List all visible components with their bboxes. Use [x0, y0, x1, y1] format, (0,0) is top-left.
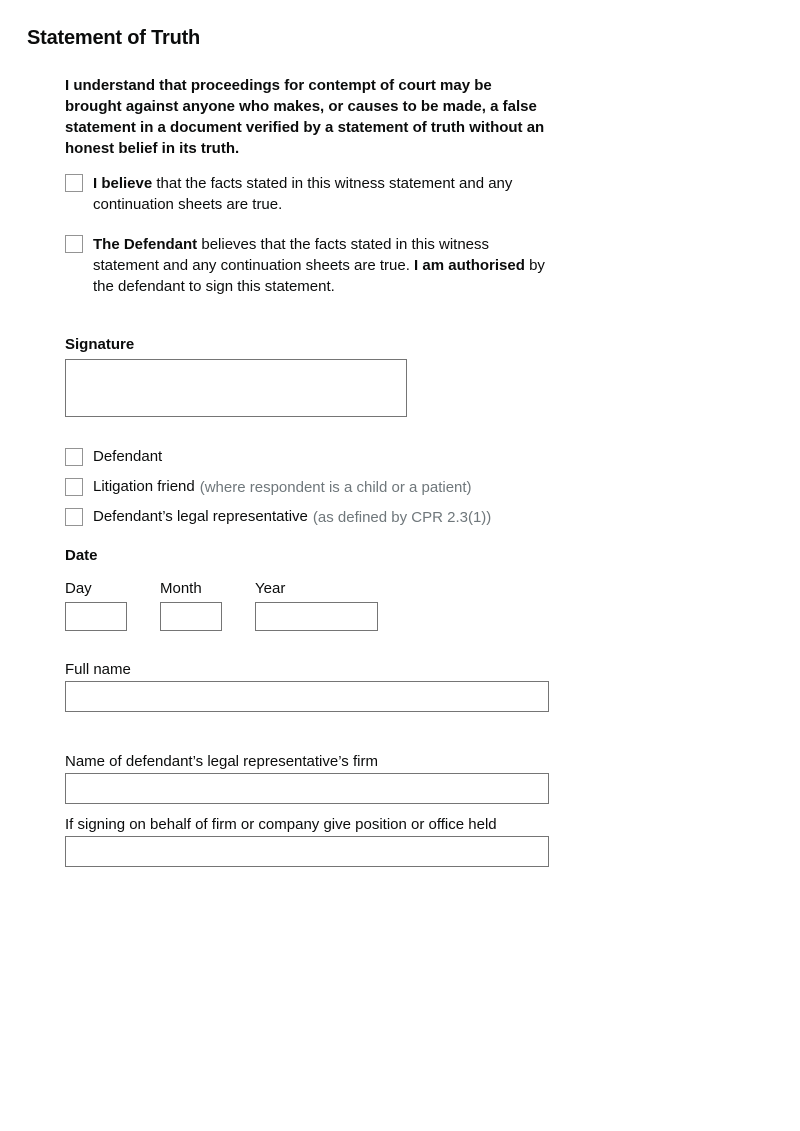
defendant-believes-option-row	[65, 234, 549, 297]
firm-name-input[interactable]	[65, 773, 549, 804]
belief-option-row	[65, 173, 549, 215]
month-label: Month	[160, 580, 202, 597]
signature-label: Signature	[65, 336, 135, 353]
day-label: Day	[65, 580, 92, 597]
defendant-believes-label-end: by the defendant to sign this statement.	[93, 257, 545, 295]
day-field-group	[65, 579, 127, 631]
role-row-legal-representative	[65, 508, 549, 526]
day-input[interactable]	[65, 602, 127, 631]
full-name-input[interactable]	[65, 681, 549, 712]
litigation-friend-role-hint: (where respondent is a child or a patient)	[199, 478, 472, 496]
role-row-defendant	[65, 448, 549, 466]
date-fields	[65, 579, 549, 631]
i-believe-checkbox[interactable]	[65, 174, 83, 192]
defendant-believes-label	[93, 234, 549, 297]
i-believe-label	[93, 173, 549, 215]
litigation-friend-role-label: Litigation friend	[93, 478, 195, 495]
form-content	[65, 75, 549, 867]
firm-name-label: Name of defendant’s legal representative’s firm	[65, 753, 378, 770]
role-row-litigation-friend	[65, 478, 549, 496]
legal-representative-role-label: Defendant’s legal representative	[93, 508, 308, 525]
month-input[interactable]	[160, 602, 222, 631]
defendant-believes-checkbox[interactable]	[65, 235, 83, 253]
month-field-group	[160, 579, 222, 631]
defendant-checkbox[interactable]	[65, 448, 83, 466]
full-name-label: Full name	[65, 661, 131, 678]
position-held-input[interactable]	[65, 836, 549, 867]
contempt-warning-paragraph: I understand that proceedings for contempt of court may be brought against anyone who makes, or causes to be made, a false statement in a document verified by a statement of truth without an honest belief in its truth.	[65, 77, 545, 157]
year-input[interactable]	[255, 602, 378, 631]
authorised-label-bold: I am authorised	[414, 257, 525, 274]
year-field-group	[255, 579, 378, 631]
page-title: Statement of Truth	[27, 27, 201, 49]
defendant-believes-label-bold: The Defendant	[93, 236, 198, 253]
defendant-believes-label-mid: believes that the facts stated in this witness statement and any continuation sheets are true.	[93, 236, 490, 274]
year-label: Year	[255, 580, 286, 597]
signer-role-group	[65, 448, 549, 526]
signature-field[interactable]	[65, 359, 407, 417]
legal-representative-role-hint: (as defined by CPR 2.3(1))	[312, 508, 492, 526]
legal-representative-checkbox[interactable]	[65, 508, 83, 526]
litigation-friend-checkbox[interactable]	[65, 478, 83, 496]
defendant-role-label: Defendant	[93, 448, 163, 465]
position-held-label: If signing on behalf of firm or company give position or office held	[65, 816, 497, 833]
i-believe-label-bold: I believe	[93, 175, 153, 192]
i-believe-label-rest: that the facts stated in this witness statement and any continuation sheets are true.	[93, 175, 513, 213]
date-heading: Date	[65, 547, 98, 564]
